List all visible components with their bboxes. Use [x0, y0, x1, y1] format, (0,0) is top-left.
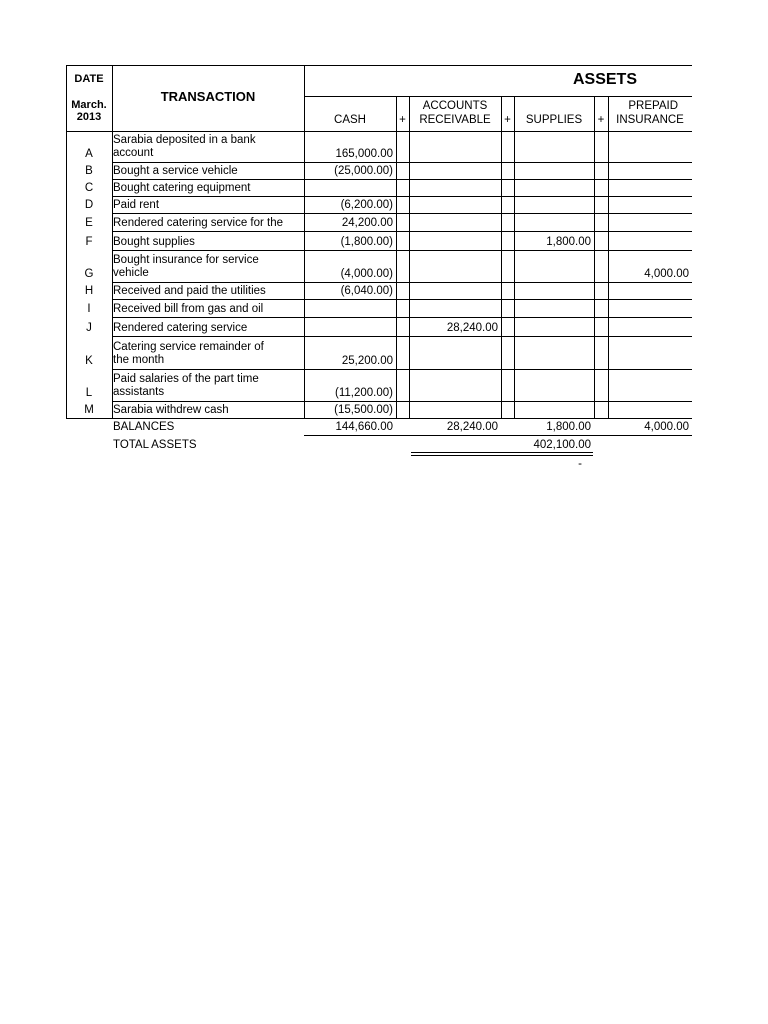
- grid-line: [112, 231, 692, 232]
- row-accounts-receivable: [409, 213, 501, 231]
- row-description-line2: assistants: [113, 386, 165, 398]
- row-cash: [304, 299, 396, 317]
- grid-line: [112, 250, 692, 251]
- row-prepaid-insurance: [608, 282, 692, 299]
- grid-line: [396, 96, 397, 419]
- row-letter: B: [85, 165, 93, 177]
- row-letter: A: [85, 148, 93, 160]
- row-prepaid-insurance: [608, 369, 692, 401]
- row-prepaid-insurance: [608, 213, 692, 231]
- row-description-line1: Catering service remainder of: [113, 341, 264, 353]
- row-cash: (4,000.00): [340, 268, 393, 280]
- balances-supplies: 1,800.00: [546, 421, 591, 433]
- row-description: Rendered catering service: [113, 322, 248, 334]
- row-cash: (6,200.00): [340, 199, 393, 211]
- grid-line: [411, 455, 593, 456]
- row-supplies: [514, 401, 594, 418]
- row-description: Sarabia withdrew cash: [113, 404, 229, 416]
- grid-line: [112, 401, 692, 402]
- row-letter: C: [84, 182, 94, 194]
- plus-sign: +: [504, 114, 511, 126]
- grid-line: [112, 179, 692, 180]
- transaction-header: TRANSACTION: [160, 89, 256, 104]
- row-description: Received and paid the utilities: [113, 285, 266, 297]
- row-letter: L: [85, 387, 93, 399]
- grid-line: [409, 96, 410, 419]
- row-supplies: [514, 179, 594, 196]
- row-supplies: [514, 213, 594, 231]
- accounts-receivable-header-line1: ACCOUNTS: [422, 100, 488, 112]
- row-description-line2: account: [113, 147, 154, 159]
- row-supplies: [514, 282, 594, 299]
- row-supplies: [514, 196, 594, 213]
- row-cash: 24,200.00: [341, 217, 393, 229]
- transaction-column-border: [304, 65, 305, 419]
- row-letter: J: [86, 322, 92, 334]
- date-month: March.: [71, 99, 107, 111]
- grid-line: [304, 96, 692, 97]
- grid-line: [112, 317, 692, 318]
- row-description: Bought a service vehicle: [113, 165, 238, 177]
- row-prepaid-insurance: [608, 317, 692, 336]
- grid-line: [514, 96, 515, 419]
- row-letter: D: [84, 199, 94, 211]
- row-accounts-receivable: 28,240.00: [446, 322, 498, 334]
- date-column-border: [112, 65, 113, 419]
- row-prepaid-insurance: [608, 196, 692, 213]
- supplies-column-header: SUPPLIES: [525, 114, 583, 126]
- row-accounts-receivable: [409, 369, 501, 401]
- row-cash: (6,040.00): [340, 285, 393, 297]
- row-cash: 165,000.00: [335, 148, 393, 160]
- row-description-line2: vehicle: [113, 267, 149, 279]
- row-cash: [304, 317, 396, 336]
- row-supplies: [514, 369, 594, 401]
- grid-line: [411, 452, 593, 453]
- balances-prepaid-insurance: 4,000.00: [644, 421, 689, 433]
- row-prepaid-insurance: [608, 162, 692, 179]
- date-year: 2013: [76, 111, 102, 123]
- row-accounts-receivable: [409, 282, 501, 299]
- row-cash: 25,200.00: [341, 355, 393, 367]
- row-cash: (25,000.00): [334, 165, 393, 177]
- grid-line: [66, 131, 692, 132]
- total-assets-label: TOTAL ASSETS: [113, 439, 197, 451]
- grid-line: [112, 282, 692, 283]
- row-accounts-receivable: [409, 162, 501, 179]
- row-description: Paid rent: [113, 199, 160, 211]
- row-letter: I: [87, 303, 91, 315]
- row-accounts-receivable: [409, 250, 501, 282]
- row-cash: [304, 179, 396, 196]
- grid-line: [66, 418, 112, 419]
- row-prepaid-insurance: 4,000.00: [644, 268, 689, 280]
- row-description-line1: Sarabia deposited in a bank: [113, 134, 256, 146]
- row-letter: F: [85, 236, 93, 248]
- grid-line: [112, 336, 692, 337]
- grid-line: [304, 435, 692, 436]
- balances-cash: 144,660.00: [335, 421, 393, 433]
- row-supplies: [514, 317, 594, 336]
- left-border: [66, 65, 67, 419]
- grid-line: [112, 196, 692, 197]
- row-description: Bought catering equipment: [113, 182, 251, 194]
- row-description-line1: Paid salaries of the part time: [113, 373, 259, 385]
- row-supplies: 1,800.00: [546, 236, 591, 248]
- row-prepaid-insurance: [608, 336, 692, 369]
- row-accounts-receivable: [409, 231, 501, 250]
- plus-sign: +: [597, 114, 605, 126]
- grid-line: [112, 162, 692, 163]
- balances-label: BALANCES: [113, 421, 175, 433]
- total-assets-value: 402,100.00: [533, 439, 591, 451]
- date-header: DATE: [74, 73, 104, 85]
- row-description-line2: the month: [113, 354, 165, 366]
- balances-accounts-receivable: 28,240.00: [446, 421, 498, 433]
- row-supplies: [514, 336, 594, 369]
- grid-line: [501, 96, 502, 419]
- row-prepaid-insurance: [608, 299, 692, 317]
- row-letter: G: [84, 268, 94, 280]
- row-letter: K: [85, 355, 93, 367]
- grid-line: [66, 65, 692, 66]
- accounts-receivable-header-line2: RECEIVABLE: [419, 114, 491, 126]
- row-cash: (11,200.00): [335, 387, 393, 399]
- row-description: Rendered catering service for the: [113, 217, 284, 229]
- row-accounts-receivable: [409, 299, 501, 317]
- row-supplies: [514, 162, 594, 179]
- row-cash: (1,800.00): [340, 236, 393, 248]
- row-letter: M: [84, 404, 94, 416]
- grid-line: [594, 96, 595, 419]
- total-assets-check: -: [578, 458, 582, 470]
- row-supplies: [514, 131, 594, 162]
- row-prepaid-insurance: [608, 231, 692, 250]
- grid-line: [112, 299, 692, 300]
- row-accounts-receivable: [409, 131, 501, 162]
- plus-sign: +: [399, 114, 406, 126]
- row-letter: E: [85, 217, 93, 229]
- row-accounts-receivable: [409, 336, 501, 369]
- row-prepaid-insurance: [608, 179, 692, 196]
- row-description: Received bill from gas and oil: [113, 303, 264, 315]
- row-accounts-receivable: [409, 401, 501, 418]
- prepaid-insurance-header-line2: INSURANCE: [616, 114, 684, 126]
- row-accounts-receivable: [409, 196, 501, 213]
- row-description: Bought supplies: [113, 236, 195, 248]
- grid-line: [112, 418, 692, 419]
- row-prepaid-insurance: [608, 131, 692, 162]
- grid-line: [112, 369, 692, 370]
- prepaid-insurance-header-line1: PREPAID: [628, 100, 678, 112]
- row-accounts-receivable: [409, 179, 501, 196]
- row-supplies: [514, 250, 594, 282]
- row-cash: (15,500.00): [334, 404, 393, 416]
- grid-line: [608, 96, 609, 419]
- cash-column-header: CASH: [334, 114, 366, 126]
- grid-line: [112, 213, 692, 214]
- row-description-line1: Bought insurance for service: [113, 254, 259, 266]
- row-letter: H: [84, 285, 94, 297]
- row-supplies: [514, 299, 594, 317]
- assets-header: ASSETS: [572, 71, 637, 88]
- row-prepaid-insurance: [608, 401, 692, 418]
